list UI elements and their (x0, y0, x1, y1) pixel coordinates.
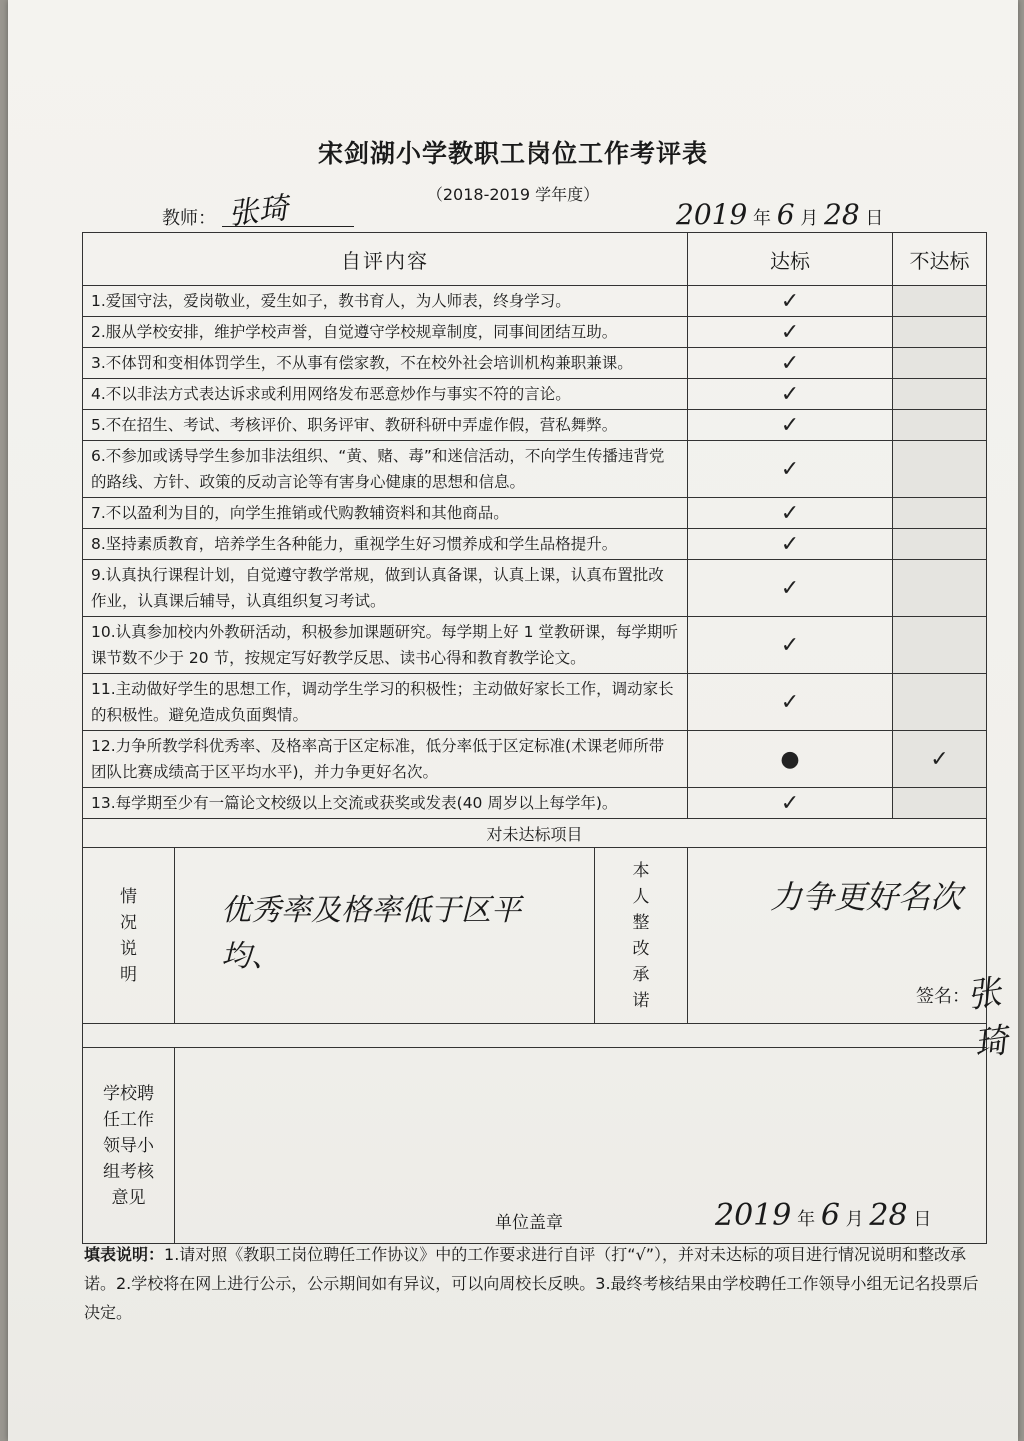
item-text: 1.爱国守法，爱岗敬业，爱生如子，教书育人，为人师表，终身学习。 (83, 286, 688, 317)
pass-mark[interactable]: ✓ (688, 410, 893, 441)
header-fail: 不达标 (893, 233, 987, 286)
seal-date-year: 2019 (715, 1198, 792, 1233)
teacher-signature: 张琦 (226, 190, 291, 233)
fail-mark[interactable] (893, 788, 987, 819)
fail-mark[interactable] (893, 617, 987, 674)
opinion-label (83, 1048, 175, 1244)
item-text: 12.力争所教学科优秀率、及格率高于区定标准，低分率低于区定标准(术课老师所带团队比赛成绩高于区平均水平)，并力争更好名次。 (83, 731, 688, 788)
seal-label: 单位盖章 (495, 1213, 563, 1233)
header-date-year-label: 年 (753, 208, 771, 229)
teacher-label: 教师： (162, 208, 216, 229)
spacer-row (83, 1024, 987, 1048)
unmet-section-title: 对未达标项目 (83, 819, 987, 848)
fail-mark[interactable] (893, 379, 987, 410)
header-date-month: 6 (776, 198, 795, 231)
header-date-day-label: 日 (865, 208, 884, 229)
pass-mark[interactable]: ✓ (688, 441, 893, 498)
situation-handwriting: 优秀率及格率低于区平均、 (221, 893, 521, 974)
pass-mark[interactable]: ✓ (688, 498, 893, 529)
promise-label (595, 848, 688, 1024)
instructions (84, 1240, 984, 1327)
seal-date-day-label: 日 (913, 1209, 932, 1230)
item-text: 13.每学期至少有一篇论文校级以上交流或获奖或发表(40 周岁以上每学年)。 (83, 788, 688, 819)
form-title: 宋剑湖小学教职工岗位工作考评表 (317, 139, 708, 168)
seal-date-year-label: 年 (797, 1209, 816, 1230)
header-pass: 达标 (688, 233, 893, 286)
table-row (83, 410, 987, 441)
table-row (83, 788, 987, 819)
fail-mark[interactable] (893, 498, 987, 529)
situation-label-text: 情况说明 (120, 886, 137, 985)
header-date (676, 198, 883, 231)
pass-mark[interactable]: ✓ (688, 674, 893, 731)
table-row (83, 529, 987, 560)
item-text: 4.不以非法方式表达诉求或利用网络发布恶意炒作与事实不符的言论。 (83, 379, 688, 410)
item-text: 9.认真执行课程计划，自觉遵守教学常规，做到认真备课，认真上课，认真布置批改作业，认真课后辅导，认真组织复习考试。 (83, 560, 688, 617)
fail-mark[interactable] (893, 441, 987, 498)
seal-date-month: 6 (820, 1198, 840, 1233)
table-row (83, 379, 987, 410)
promise-label-text: 本人整改承诺 (632, 860, 650, 1011)
header-date-year: 2019 (676, 198, 748, 231)
table-row (83, 560, 987, 617)
pass-mark[interactable]: ✓ (688, 286, 893, 317)
item-text: 10.认真参加校内外教研活动，积极参加课题研究。每学期上好 1 堂教研课，每学期听课节数不少于 20 节，按规定写好教学反思、读书心得和教育教学论文。 (83, 617, 688, 674)
fail-mark[interactable] (893, 348, 987, 379)
table-row (83, 498, 987, 529)
pass-mark[interactable]: ✓ (688, 617, 893, 674)
header-date-month-label: 月 (800, 208, 819, 229)
pass-mark[interactable]: ✓ (688, 348, 893, 379)
header-date-day: 28 (824, 198, 860, 231)
situation-label (83, 848, 175, 1024)
pass-mark[interactable]: ✓ (688, 379, 893, 410)
item-text: 7.不以盈利为目的，向学生推销或代购教辅资料和其他商品。 (83, 498, 688, 529)
table-row (83, 348, 987, 379)
promise-cell[interactable] (688, 848, 1011, 1065)
instructions-label: 填表说明： (84, 1245, 165, 1264)
fail-mark[interactable] (893, 674, 987, 731)
table-row (83, 617, 987, 674)
signature-handwriting: 张琦 (964, 972, 1011, 1065)
fail-mark[interactable] (893, 410, 987, 441)
fail-mark[interactable]: ✓ (893, 731, 987, 788)
seal-date-month-label: 月 (845, 1209, 864, 1230)
evaluation-table (82, 232, 1011, 1244)
pass-mark[interactable]: ● (688, 731, 893, 788)
table-row (83, 317, 987, 348)
fail-mark[interactable] (893, 317, 987, 348)
table-row (83, 674, 987, 731)
fail-mark[interactable] (893, 529, 987, 560)
school-year: （2018-2019 学年度） (426, 185, 600, 204)
item-text: 2.服从学校安排，维护学校声誉，自觉遵守学校规章制度，同事间团结互助。 (83, 317, 688, 348)
pass-mark[interactable]: ✓ (688, 317, 893, 348)
table-row (83, 731, 987, 788)
promise-handwriting: 力争更好名次 (770, 878, 963, 916)
fail-mark[interactable] (893, 560, 987, 617)
table-row (83, 286, 987, 317)
header-content: 自评内容 (83, 233, 688, 286)
item-text: 8.坚持素质教育，培养学生各种能力，重视学生好习惯养成和学生品格提升。 (83, 529, 688, 560)
seal-date-day: 28 (869, 1198, 908, 1233)
item-text: 11.主动做好学生的思想工作，调动学生学习的积极性；主动做好家长工作，调动家长的积极性。避免造成负面舆情。 (83, 674, 688, 731)
situation-cell[interactable] (175, 848, 595, 1024)
pass-mark[interactable]: ✓ (688, 529, 893, 560)
opinion-cell[interactable] (175, 1048, 987, 1244)
instructions-text: 1.请对照《教职工岗位聘任工作协议》中的工作要求进行自评（打“√”），并对未达标的项目进行情况说明和整改承诺。2.学校将在网上进行公示，公示期间如有异议，可以向周校长反映。3.最终考核结果由学校聘任工作领导小组无记名投票后决定。 (84, 1245, 979, 1322)
fail-mark[interactable] (893, 286, 987, 317)
item-text: 3.不体罚和变相体罚学生，不从事有偿家教，不在校外社会培训机构兼职兼课。 (83, 348, 688, 379)
seal-date (715, 1198, 931, 1233)
item-text: 6.不参加或诱导学生参加非法组织、“黄、赌、毒”和迷信活动，不向学生传播违背党的路线、方针、政策的反动言论等有害身心健康的思想和信息。 (83, 441, 688, 498)
signature-label: 签名： (916, 986, 970, 1007)
table-row (83, 441, 987, 498)
pass-mark[interactable]: ✓ (688, 788, 893, 819)
pass-mark[interactable]: ✓ (688, 560, 893, 617)
item-text: 5.不在招生、考试、考核评价、职务评审、教研科研中弄虚作假，营私舞弊。 (83, 410, 688, 441)
opinion-label-text: 学校聘任工作领导小组考核意见 (103, 1083, 154, 1208)
